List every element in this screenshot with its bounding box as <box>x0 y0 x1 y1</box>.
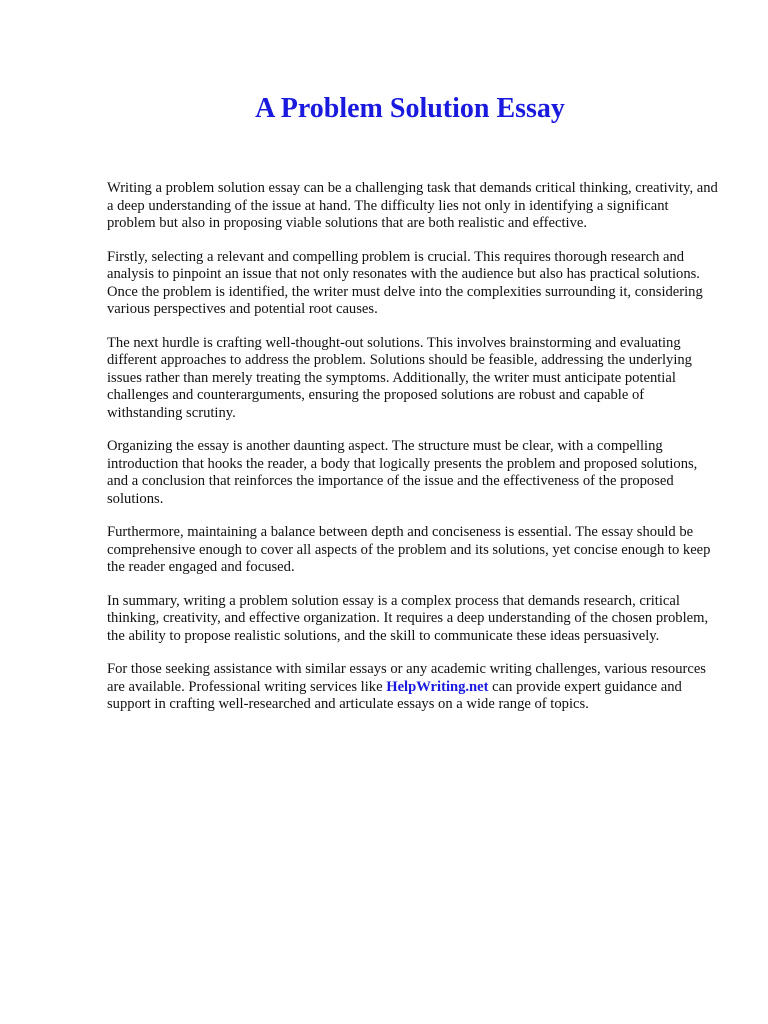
paragraph-summary: In summary, writing a problem solution essay is a complex process that demands research, critical thinking, creativity, and effective organization. It requires a deep understanding of the chosen problem, the ability to propose realistic solutions, and the skill to communicate these ideas persuasively. <box>107 592 709 644</box>
essay-body <box>107 180 719 730</box>
closing-text-after-link: can provide expert guidance and support in crafting well-researched and articulate essays on a wide range of topics. <box>107 678 682 712</box>
paragraph-selecting-problem: Firstly, selecting a relevant and compelling problem is crucial. This requires thorough research and analysis to pinpoint an issue that not only resonates with the audience but also has practical solutions. Once the problem is identified, the writer must delve into the complexities surrounding it, considering various perspectives and potential root causes. <box>107 248 703 317</box>
paragraph-crafting-solutions: The next hurdle is crafting well-thought-out solutions. This involves brainstorming and evaluating different approaches to address the problem. Solutions should be feasible, addressing the underlying issues rather than merely treating the symptoms. Additionally, the writer must anticipate potential challenges and counterarguments, ensuring the proposed solutions are robust and capable of withstanding scrutiny. <box>107 334 692 421</box>
paragraph-balance: Furthermore, maintaining a balance between depth and conciseness is essential. The essay should be comprehensive enough to cover all aspects of the problem and its solutions, yet concise enough to keep the reader engaged and focused. <box>107 524 711 575</box>
paragraph-organizing: Organizing the essay is another daunting aspect. The structure must be clear, with a compelling introduction that hooks the reader, a body that logically presents the problem and proposed solutions, and a conclusion that reinforces the importance of the issue and the effectiveness of the proposed solutions. <box>107 438 698 507</box>
helpwriting-link[interactable]: HelpWriting.net <box>386 678 489 695</box>
paragraph-closing <box>107 661 719 714</box>
page-title: A Problem Solution Essay <box>255 93 565 124</box>
paragraph-intro: Writing a problem solution essay can be a challenging task that demands critical thinking, creativity, and a deep understanding of the issue at hand. The difficulty lies not only in identifying a significant problem but also in proposing viable solutions that are both realistic and effective. <box>107 180 718 231</box>
closing-text-before-link: For those seeking assistance with similar essays or any academic writing challenges, various resources are available. Professional writing services like <box>107 661 706 695</box>
